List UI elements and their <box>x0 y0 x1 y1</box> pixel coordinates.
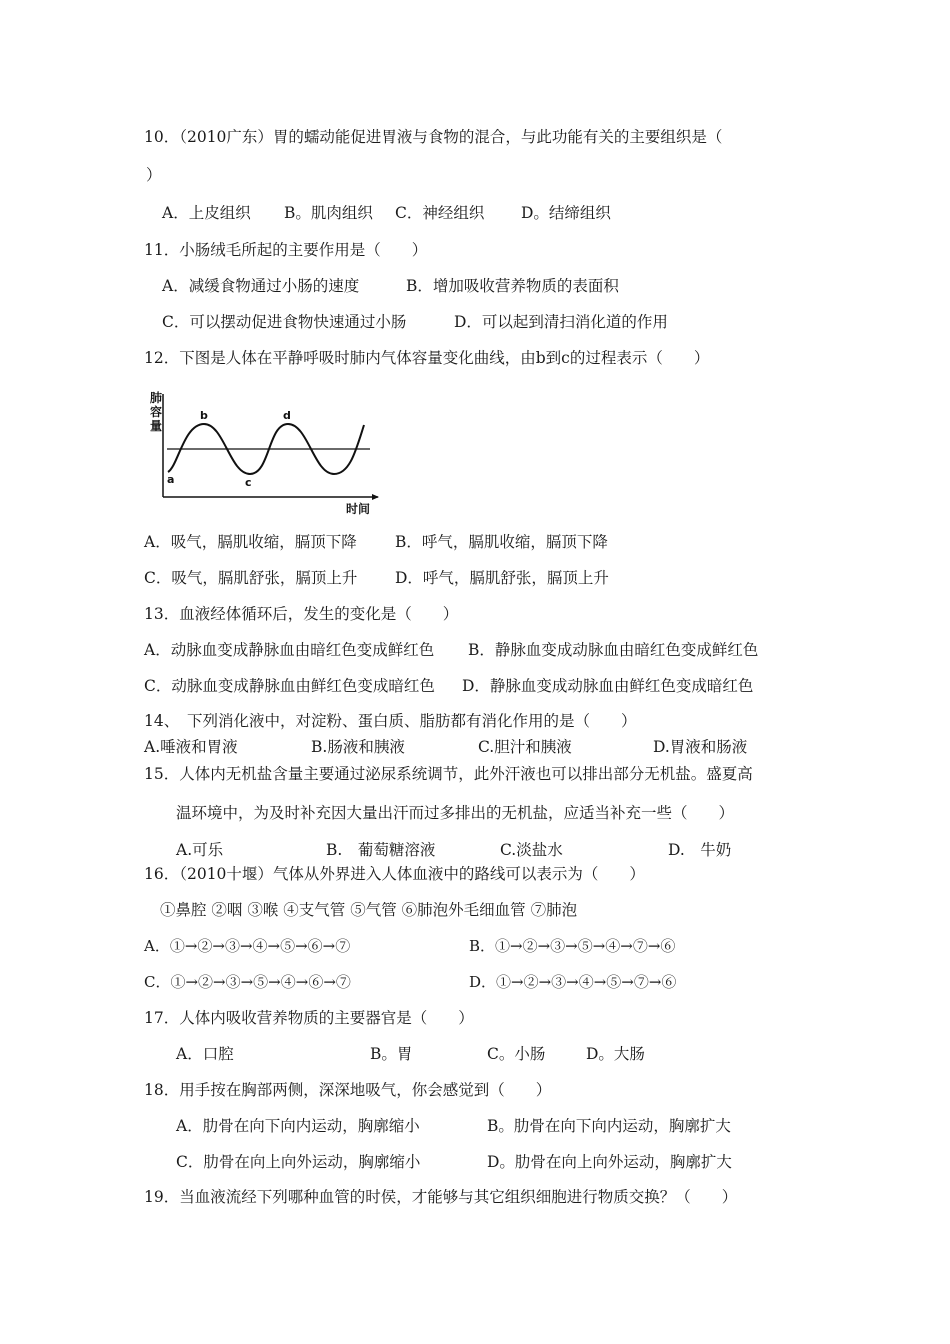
question-18-option-b: B。肋骨在向下向内运动，胸廓扩大 <box>487 1117 731 1135</box>
question-14-stem: 14、 下列消化液中，对淀粉、蛋白质、脂肪都有消化作用的是（ ） <box>144 712 637 730</box>
x-axis-arrow <box>372 494 379 500</box>
question-12-option-c: C．吸气，膈肌舒张，膈顶上升 <box>144 569 358 587</box>
point-label-d: d <box>283 409 291 422</box>
lung-volume-curve-figure <box>150 388 385 516</box>
question-15-stem: 15．人体内无机盐含量主要通过泌尿系统调节，此外汗液也可以排出部分无机盐。盛夏高 <box>144 765 753 783</box>
question-13-stem: 13．血液经体循环后，发生的变化是（ ） <box>144 605 459 623</box>
question-13-option-b: B．静脉血变成动脉血由暗红色变成鲜红色 <box>468 641 759 659</box>
question-14-option-c: C.胆汁和胰液 <box>478 738 572 756</box>
question-15-option-c: C.淡盐水 <box>500 841 563 859</box>
question-17-option-d: D。大肠 <box>586 1045 645 1063</box>
question-15-stem-continued: 温环境中，为及时补充因大量出汗而过多排出的无机盐，应适当补充一些（ ） <box>176 804 735 822</box>
question-15-option-b: B. 葡萄糖溶液 <box>326 841 436 859</box>
question-10-option-c: C．神经组织 <box>395 204 485 222</box>
question-17-option-a: A．口腔 <box>176 1045 234 1063</box>
question-12-option-a: A．吸气，膈肌收缩，膈顶下降 <box>144 533 357 551</box>
question-13-option-a: A．动脉血变成静脉血由暗红色变成鲜红色 <box>144 641 435 659</box>
question-11-option-c: C．可以摆动促进食物快速通过小肠 <box>162 313 407 331</box>
question-14-option-d: D.胃液和肠液 <box>653 738 748 756</box>
question-16-stem: 16．（2010十堰）气体从外界进入人体血液中的路线可以表示为（ ） <box>144 865 645 883</box>
question-12-stem: 12．下图是人体在平静呼吸时肺内气体容量变化曲线，由b到c的过程表示（ ） <box>144 349 710 367</box>
question-14-option-b: B.肠液和胰液 <box>311 738 405 756</box>
y-axis-label-char-3: 量 <box>150 419 163 433</box>
question-14-option-a: A.唾液和胃液 <box>144 738 238 756</box>
question-10-stem-end: ） <box>146 166 162 184</box>
point-label-b: b <box>200 409 208 422</box>
question-18-stem: 18．用手按在胸部两侧，深深地吸气，你会感觉到（ ） <box>144 1081 552 1099</box>
question-17-option-c: C。小肠 <box>487 1045 546 1063</box>
question-15-option-d: D. 牛奶 <box>668 841 732 859</box>
question-17-option-b: B。胃 <box>370 1045 413 1063</box>
question-16-option-a: A．①→②→③→④→⑤→⑥→⑦ <box>144 937 351 955</box>
question-16-option-c: C．①→②→③→⑤→④→⑥→⑦ <box>144 973 351 991</box>
point-label-c: c <box>245 476 252 489</box>
question-18-option-d: D。肋骨在向上向外运动，胸廓扩大 <box>487 1153 732 1171</box>
question-11-option-b: B．增加吸收营养物质的表面积 <box>406 277 619 295</box>
question-19-stem: 19．当血液流经下列哪种血管的时侯，才能够与其它组织细胞进行物质交换？（ ） <box>144 1188 738 1206</box>
question-18-option-a: A．肋骨在向下向内运动，胸廓缩小 <box>176 1117 420 1135</box>
question-11-stem: 11．小肠绒毛所起的主要作用是（ ） <box>144 241 428 259</box>
question-10-option-d: D。结缔组织 <box>521 204 611 222</box>
question-10-stem: 10．（2010广东）胃的蠕动能促进胃液与食物的混合，与此功能有关的主要组织是（ <box>144 128 723 146</box>
question-16-item-list: ①鼻腔 ②咽 ③喉 ④支气管 ⑤气管 ⑥肺泡外毛细血管 ⑦肺泡 <box>160 901 578 919</box>
y-axis-label-char-1: 肺 <box>150 391 163 405</box>
question-15-option-a: A.可乐 <box>176 841 224 859</box>
question-13-option-d: D．静脉血变成动脉血由鲜红色变成暗红色 <box>462 677 754 695</box>
question-12-option-d: D．呼气，膈肌舒张，膈顶上升 <box>395 569 609 587</box>
point-label-a: a <box>167 473 175 486</box>
question-10-option-a: A．上皮组织 <box>162 204 251 222</box>
question-11-option-a: A．减缓食物通过小肠的速度 <box>162 277 360 295</box>
question-12-option-b: B．呼气，膈肌收缩，膈顶下降 <box>395 533 608 551</box>
question-10-option-b: B。肌肉组织 <box>284 204 373 222</box>
question-16-option-b: B．①→②→③→⑤→④→⑦→⑥ <box>469 937 676 955</box>
x-axis-label: 时间 <box>346 502 371 516</box>
question-11-option-d: D．可以起到清扫消化道的作用 <box>454 313 668 331</box>
question-16-option-d: D．①→②→③→④→⑤→⑦→⑥ <box>469 973 677 991</box>
question-18-option-c: C．肋骨在向上向外运动，胸廓缩小 <box>176 1153 421 1171</box>
y-axis-label-char-2: 容 <box>150 405 163 419</box>
question-13-option-c: C．动脉血变成静脉血由鲜红色变成暗红色 <box>144 677 435 695</box>
question-17-stem: 17．人体内吸收营养物质的主要器官是（ ） <box>144 1009 474 1027</box>
